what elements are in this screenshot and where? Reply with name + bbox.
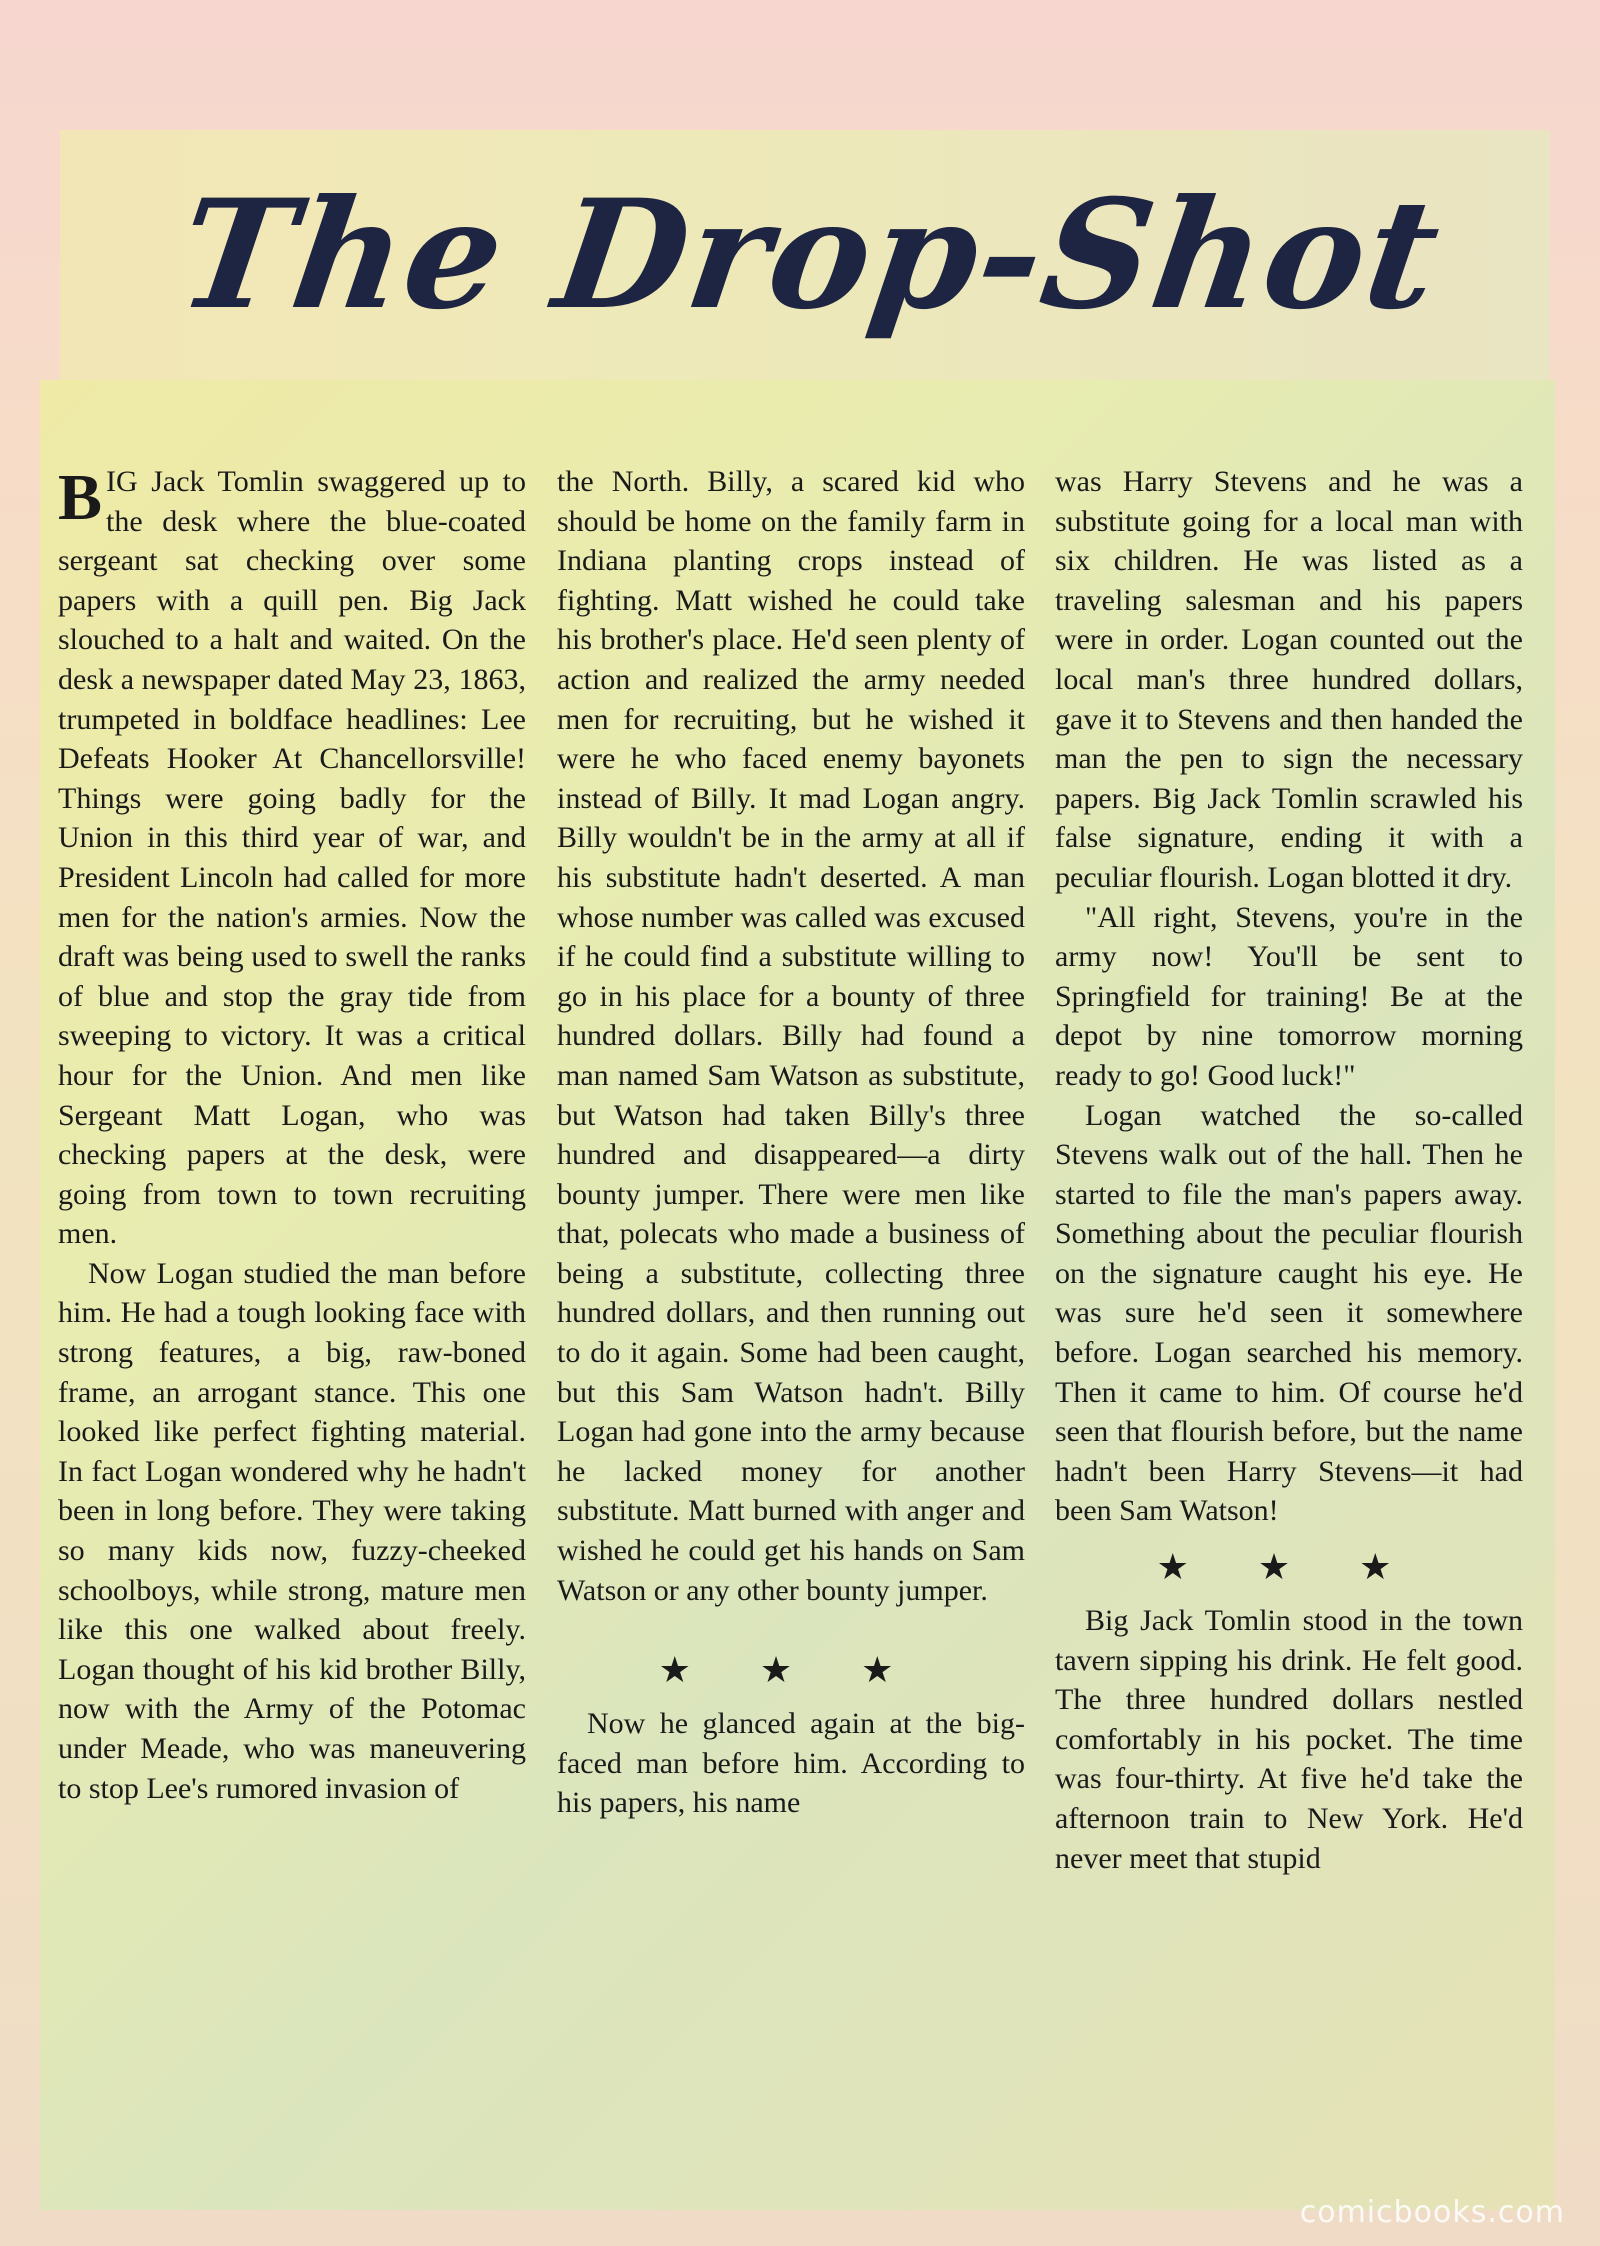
text-column-2: [557, 462, 1025, 1823]
paragraph: the North. Billy, a scared kid who should be home on the family farm in Indiana planting crops instead of fighting. Matt wished he could take his brother's place. He'd seen plenty of action and realized the army needed men for recruiting, but he wished it were he who faced enemy bayonets instead of Billy. It mad Logan angry. Billy wouldn't be in the army at all if his substitute hadn't deserted. A man whose number was called was excused if he could find a substitute willing to go in his place for a bounty of three hundred dollars. Billy had found a man named Sam Watson as substitute, but Watson had taken Billy's three hundred and disappeared—a dirty bounty jumper. There were men like that, polecats who made a business of being a substitute, collecting three hundred dollars, and then running out to do it again. Some had been caught, but this Sam Watson hadn't. Billy Logan had gone into the army because he lacked money for another substitute. Matt burned with anger and wished he could get his hands on Sam Watson or any other bounty jumper.: [557, 465, 1025, 1607]
paragraph: Now he glanced again at the big-faced man before him. According to his papers, his name: [557, 1707, 1025, 1820]
lead-in: IG: [106, 465, 138, 498]
watermark: comicbooks.com: [1299, 2195, 1565, 2230]
paragraph-text: Jack Tomlin swaggered up to the desk where the blue-coated sergeant sat checking over some papers with a quill pen. Big Jack slouched to a halt and waited. On the desk a newspaper dated May 23, 1863, trumpeted in boldface headlines: Lee Defeats Hooker At Chancellorsville! Things were going badly for the Union in this third year of war, and President Lincoln had called for more men for the nation's armies. Now the draft was being used to swell the ranks of blue and stop the gray tide from sweeping to victory. It was a critical hour for the Union. And men like Sergeant Matt Logan, who was checking papers at the desk, were going from town to town recruiting men.: [58, 465, 526, 1251]
paragraph: "All right, Stevens, you're in the army now! You'll be sent to Springfield for training! Be at the depot by nine tomorrow morning ready to go! Good luck!": [1055, 900, 1523, 1092]
text-column-3: [1055, 462, 1523, 1878]
paragraph: [58, 462, 526, 1254]
paragraph: Now Logan studied the man before him. He had a tough looking face with strong features, a big, raw-boned frame, an arrogant stance. This one looked like perfect fighting material. In fact Logan wondered why he hadn't been in long before. They were taking so many kids now, fuzzy-cheeked schoolboys, while strong, mature men like this one walked about freely. Logan thought of his kid brother Billy, now with the Army of the Potomac under Meade, who was maneuvering to stop Lee's rumored invasion of: [58, 1256, 526, 1805]
paragraph: was Harry Stevens and he was a substitute going for a local man with six children. He was listed as a traveling salesman and his papers were in order. Logan counted out the local man's three hundred dollars, gave it to Stevens and then handed the man the pen to sign the necessary papers. Big Jack Tomlin scrawled his false signature, ending it with a peculiar flourish. Logan blotted it dry.: [1055, 465, 1523, 894]
text-column-1: [58, 462, 526, 1808]
paragraph: Logan watched the so-called Stevens walk out of the hall. Then he started to file the man's papers away. Something about the peculiar flourish on the signature caught his eye. He was sure he'd seen it somewhere before. Logan searched his memory. Then it came to him. Of course he'd seen that flourish before, but the name hadn't been Harry Stevens—it had been Sam Watson!: [1055, 1098, 1523, 1528]
paragraph: Big Jack Tomlin stood in the town tavern sipping his drink. He felt good. The three hundred dollars nestled comfortably in his pocket. The time was four-thirty. At five he'd take the afternoon train to New York. He'd never meet that stupid: [1055, 1604, 1523, 1875]
section-break-stars: ★ ★ ★: [658, 1650, 924, 1691]
section-break-stars: ★ ★ ★: [1156, 1547, 1422, 1588]
drop-cap: B: [58, 461, 103, 534]
story-title: The Drop-Shot: [168, 167, 1452, 343]
